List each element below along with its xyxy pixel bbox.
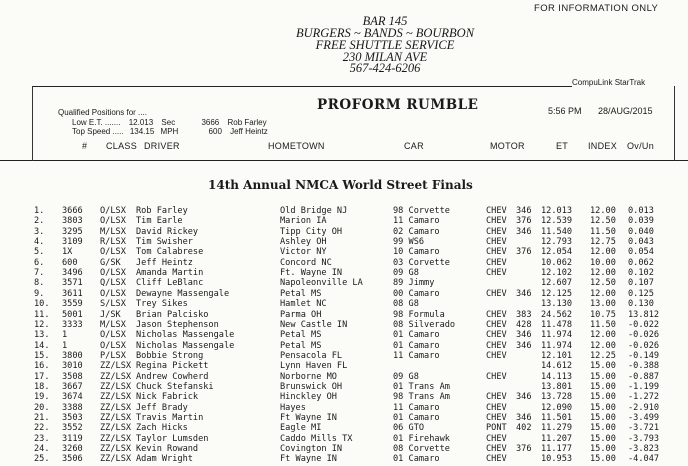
row-class: O/LSX	[100, 206, 126, 216]
row-make: CHEV	[486, 402, 507, 413]
row-ovun: -3.823	[628, 444, 660, 455]
row-hometown: Petal MS	[280, 330, 322, 341]
row-ovun: -1.272	[628, 392, 660, 403]
header-top-rule	[32, 86, 572, 87]
row-ovun: 0.040	[628, 226, 654, 237]
row-driver: Jeff Brady	[136, 402, 188, 413]
row-class: O/LSX	[100, 288, 126, 299]
row-et: 10.062	[541, 257, 573, 268]
row-index: 12.50	[590, 278, 616, 289]
row-et: 11.974	[541, 330, 573, 341]
row-ovun: 0.043	[628, 237, 654, 248]
row-hometown: Norborne MO	[280, 371, 337, 382]
row-class: ZZ/LSX	[100, 402, 132, 413]
row-class: ZZ/LSX	[100, 361, 132, 372]
row-cid: 376	[516, 216, 532, 227]
row-car-number: 3611	[62, 288, 83, 299]
row-ovun: 0.054	[628, 247, 654, 258]
row-car-number: 3333	[62, 319, 83, 330]
row-hometown: Hamlet NC	[280, 299, 327, 310]
row-cid: 346	[516, 288, 532, 299]
row-position: 25.	[34, 454, 50, 465]
row-car: 09 G8	[393, 268, 419, 279]
row-hometown: Ft Wayne IN	[280, 454, 337, 465]
low-et-driver: Rob Farley	[227, 118, 267, 127]
col-et: ET	[556, 141, 569, 151]
row-driver: Tim Swisher	[136, 237, 193, 248]
row-index: 15.00	[590, 433, 616, 444]
row-cid: 383	[516, 309, 532, 320]
row-cid: 402	[516, 423, 532, 434]
row-hometown: Marion IA	[280, 216, 327, 227]
row-ovun: -1.199	[628, 381, 660, 392]
col-driver: DRIVER	[144, 141, 180, 151]
low-et-unit: Sec	[161, 118, 176, 127]
row-class: R/LSX	[100, 237, 126, 248]
row-et: 14.113	[541, 371, 573, 382]
row-position: 15.	[34, 350, 50, 361]
row-ovun: -3.721	[628, 423, 660, 434]
row-car: 09 G8	[393, 371, 419, 382]
row-cid: 346	[516, 330, 532, 341]
row-cid: 346	[516, 206, 532, 216]
row-car-number: 3109	[62, 237, 83, 248]
row-make: CHEV	[486, 371, 507, 382]
row-ovun: -0.149	[628, 350, 660, 361]
row-position: 3.	[34, 226, 45, 237]
row-make: CHEV	[486, 216, 507, 227]
row-car: 08 G8	[393, 299, 419, 310]
event-title: 14th Annual NMCA World Street Finals	[208, 178, 473, 192]
row-car: 00 Camaro	[393, 288, 440, 299]
row-hometown: Petal MS	[280, 340, 322, 351]
row-driver: Brian Palcisko	[136, 309, 209, 320]
row-index: 12.00	[590, 340, 616, 351]
row-index: 11.50	[590, 226, 616, 237]
row-et: 12.090	[541, 402, 573, 413]
row-hometown: Victor NY	[280, 247, 327, 258]
row-class: ZZ/LSX	[100, 423, 132, 434]
row-position: 2.	[34, 216, 45, 227]
row-make: CHEV	[486, 392, 507, 403]
row-cid: 346	[516, 392, 532, 403]
row-car-number: 5001	[62, 309, 83, 320]
row-ovun: -0.887	[628, 371, 660, 382]
row-driver: Jason Stephenson	[136, 319, 219, 330]
row-hometown: Hinckley OH	[280, 392, 337, 403]
row-index: 12.75	[590, 237, 616, 248]
row-car: 11 Camaro	[393, 216, 440, 227]
top-speed-car: 600	[208, 127, 222, 136]
row-driver: Dewayne Massengale	[136, 288, 230, 299]
row-hometown: Caddo Mills TX	[280, 433, 353, 444]
row-et: 11.279	[541, 423, 573, 434]
row-et: 24.562	[541, 309, 573, 320]
row-position: 19.	[34, 392, 50, 403]
row-et: 12.102	[541, 268, 573, 279]
row-car: 01 Camaro	[393, 413, 440, 423]
row-car: 08 Silverado	[393, 319, 456, 330]
row-position: 20.	[34, 402, 50, 413]
row-position: 13.	[34, 330, 50, 341]
row-car-number: 3667	[62, 381, 83, 392]
row-driver: Tim Earle	[136, 216, 183, 227]
row-position: 18.	[34, 381, 50, 392]
row-position: 1.	[34, 206, 45, 216]
row-car-number: 600	[62, 257, 78, 268]
row-et: 11.540	[541, 226, 573, 237]
row-car: 98 Corvette	[393, 206, 450, 216]
row-class: O/LSX	[100, 216, 126, 227]
page-title: PROFORM RUMBLE	[317, 97, 479, 113]
row-car-number: 3388	[62, 402, 83, 413]
row-driver: Andrew Cowherd	[136, 371, 209, 382]
vendor-label: CompuLink StarTrak	[572, 78, 646, 87]
row-hometown: Lynn Haven FL	[280, 361, 348, 372]
row-make: CHEV	[486, 340, 507, 351]
row-car: 01 Camaro	[393, 454, 440, 465]
row-make: CHEV	[486, 309, 507, 320]
row-hometown: Hayes	[280, 402, 306, 413]
col-hometown: HOMETOWN	[268, 141, 325, 151]
row-car: 10 Camaro	[393, 247, 440, 258]
row-hometown: Pensacola FL	[280, 350, 343, 361]
row-car: 02 Camaro	[393, 226, 440, 237]
row-driver: Cliff LeBlanc	[136, 278, 204, 289]
row-hometown: Parma OH	[280, 309, 322, 320]
row-index: 15.00	[590, 371, 616, 382]
row-ovun: -4.047	[628, 454, 660, 465]
row-index: 15.00	[590, 361, 616, 372]
row-car-number: 3260	[62, 444, 83, 455]
row-make: CHEV	[486, 206, 507, 216]
row-index: 15.00	[590, 413, 616, 423]
row-index: 15.00	[590, 392, 616, 403]
row-car: 98 Formula	[393, 309, 445, 320]
col-num: #	[82, 141, 88, 151]
row-cid: 346	[516, 226, 532, 237]
right-border	[674, 86, 675, 161]
row-car-number: 3010	[62, 361, 83, 372]
row-class: M/LSX	[100, 319, 126, 330]
row-driver: Nicholas Massengale	[136, 340, 235, 351]
row-make: CHEV	[486, 433, 507, 444]
row-cid: 346	[516, 413, 532, 423]
row-index: 11.50	[590, 319, 616, 330]
row-hometown: Petal MS	[280, 288, 322, 299]
row-car-number: 3496	[62, 268, 83, 279]
row-et: 14.612	[541, 361, 573, 372]
row-car-number: 3506	[62, 454, 83, 465]
row-et: 13.801	[541, 381, 573, 392]
row-car: 03 Corvette	[393, 257, 450, 268]
row-index: 12.00	[590, 288, 616, 299]
row-et: 12.125	[541, 288, 573, 299]
row-car: 01 Camaro	[393, 330, 440, 341]
row-position: 22.	[34, 423, 50, 434]
ad-line-2: BURGERS ~ BANDS ~ BOURBON	[295, 26, 475, 40]
row-position: 12.	[34, 319, 50, 330]
row-position: 4.	[34, 237, 45, 248]
row-make: CHEV	[486, 444, 507, 455]
row-car-number: 3295	[62, 226, 83, 237]
row-car-number: 1	[62, 340, 68, 351]
row-ovun: 0.125	[628, 288, 654, 299]
low-et-label: Low E.T. .......	[72, 118, 121, 127]
row-car-number: 3503	[62, 413, 83, 423]
row-make: CHEV	[486, 288, 507, 299]
row-make: CHEV	[486, 319, 507, 330]
row-class: ZZ/LSX	[100, 433, 132, 444]
row-et: 12.607	[541, 278, 573, 289]
row-hometown: Tipp City OH	[280, 226, 343, 237]
row-class: ZZ/LSX	[100, 392, 132, 403]
row-driver: Adam Wright	[136, 454, 193, 465]
row-class: O/LSX	[100, 268, 126, 279]
row-index: 15.00	[590, 444, 616, 455]
row-index: 15.00	[590, 454, 616, 465]
row-et: 11.478	[541, 319, 573, 330]
row-et: 11.177	[541, 444, 573, 455]
row-ovun: 0.107	[628, 278, 654, 289]
row-driver: Kevin Rowand	[136, 444, 199, 455]
row-position: 9.	[34, 288, 45, 299]
row-class: Q/LSX	[100, 278, 126, 289]
row-car: 98 Trans Am	[393, 392, 450, 403]
row-et: 12.793	[541, 237, 573, 248]
row-index: 10.75	[590, 309, 616, 320]
row-et: 13.728	[541, 392, 573, 403]
row-car: 11 Camaro	[393, 402, 440, 413]
row-car: 08 Corvette	[393, 444, 450, 455]
row-driver: Taylor Lumsden	[136, 433, 209, 444]
row-car: 01 Camaro	[393, 340, 440, 351]
low-et-car: 3666	[201, 118, 220, 127]
row-index: 13.00	[590, 299, 616, 310]
row-driver: Nicholas Massengale	[136, 330, 235, 341]
row-driver: Tom Calabrese	[136, 247, 204, 258]
row-car: 11 Camaro	[393, 350, 440, 361]
row-class: ZZ/LSX	[100, 381, 132, 392]
row-hometown: Ashley OH	[280, 237, 327, 248]
row-position: 11.	[34, 309, 50, 320]
row-car-number: 1	[62, 330, 68, 341]
row-index: 15.00	[590, 402, 616, 413]
col-index: INDEX	[588, 141, 618, 151]
row-car-number: 1X	[62, 247, 73, 258]
row-class: P/LSX	[100, 350, 126, 361]
row-make: PONT	[486, 423, 507, 434]
row-car-number: 3119	[62, 433, 83, 444]
row-car-number: 3803	[62, 216, 83, 227]
qualified-heading: Qualified Positions for ....	[58, 108, 147, 117]
row-driver: David Rickey	[136, 226, 199, 237]
col-motor: MOTOR	[490, 141, 525, 151]
row-position: 16.	[34, 361, 50, 372]
row-make: CHEV	[486, 454, 507, 465]
row-ovun: -0.026	[628, 330, 660, 341]
row-car: 01 Trans Am	[393, 381, 450, 392]
row-index: 12.00	[590, 247, 616, 258]
row-make: CHEV	[486, 237, 507, 248]
row-make: CHEV	[486, 330, 507, 341]
row-et: 12.013	[541, 206, 573, 216]
row-driver: Rob Farley	[136, 206, 188, 216]
row-et: 13.130	[541, 299, 573, 310]
col-ovun: Ov/Un	[627, 141, 655, 151]
row-driver: Chuck Stefanski	[136, 381, 214, 392]
row-class: ZZ/LSX	[100, 413, 132, 423]
row-position: 17.	[34, 371, 50, 382]
row-ovun: 0.130	[628, 299, 654, 310]
low-et-value: 12.013	[128, 118, 154, 127]
row-ovun: 0.013	[628, 206, 654, 216]
row-hometown: Old Bridge NJ	[280, 206, 348, 216]
row-hometown: Covington IN	[280, 444, 343, 455]
row-ovun: -2.910	[628, 402, 660, 413]
row-et: 10.953	[541, 454, 573, 465]
row-driver: Bobbie Strong	[136, 350, 204, 361]
row-position: 24.	[34, 444, 50, 455]
row-ovun: 0.062	[628, 257, 654, 268]
row-driver: Jeff Heintz	[136, 257, 193, 268]
row-make: CHEV	[486, 257, 507, 268]
row-make: CHEV	[486, 226, 507, 237]
top-speed-unit: MPH	[160, 127, 179, 136]
row-class: G/SK	[100, 257, 121, 268]
row-index: 12.00	[590, 268, 616, 279]
row-class: J/SK	[100, 309, 121, 320]
top-speed-label: Top Speed .....	[72, 127, 124, 136]
row-car: 01 Firehawk	[393, 433, 450, 444]
row-driver: Regina Pickett	[136, 361, 209, 372]
row-index: 12.00	[590, 330, 616, 341]
row-driver: Zach Hicks	[136, 423, 188, 434]
row-ovun: 0.039	[628, 216, 654, 227]
row-hometown: Concord NC	[280, 257, 332, 268]
row-ovun: -3.499	[628, 413, 660, 423]
row-cid: 346	[516, 340, 532, 351]
ad-line-4: 230 MILAN AVE	[342, 50, 428, 64]
report-date: 28/AUG/2015	[598, 106, 653, 116]
row-make: CHEV	[486, 268, 507, 279]
row-cid: 428	[516, 319, 532, 330]
row-et: 12.539	[541, 216, 573, 227]
row-class: O/LSX	[100, 330, 126, 341]
row-car: 89 Jimmy	[393, 278, 435, 289]
row-class: ZZ/LSX	[100, 371, 132, 382]
row-et: 11.207	[541, 433, 573, 444]
row-et: 11.974	[541, 340, 573, 351]
row-index: 12.00	[590, 206, 616, 216]
row-car-number: 3571	[62, 278, 83, 289]
row-position: 7.	[34, 268, 45, 279]
left-border	[32, 86, 33, 161]
row-car-number: 3508	[62, 371, 83, 382]
ad-line-1: BAR 145	[362, 14, 408, 28]
row-class: M/LSX	[100, 226, 126, 237]
row-car: 06 GTO	[393, 423, 425, 434]
top-speed-value: 134.15	[129, 127, 155, 136]
row-car-number: 3674	[62, 392, 83, 403]
row-class: ZZ/LSX	[100, 444, 132, 455]
row-position: 8.	[34, 278, 45, 289]
row-cid: 376	[516, 444, 532, 455]
info-only-label: FOR INFORMATION ONLY	[534, 3, 659, 14]
row-et: 11.501	[541, 413, 573, 423]
table-row	[0, 454, 688, 466]
row-class: ZZ/LSX	[100, 454, 132, 465]
row-make: CHEV	[486, 350, 507, 361]
row-class: O/LSX	[100, 340, 126, 351]
row-car: 99 WS6	[393, 237, 425, 248]
row-hometown: Eagle MI	[280, 423, 322, 434]
row-index: 10.00	[590, 257, 616, 268]
row-et: 12.054	[541, 247, 573, 258]
row-ovun: 13.812	[628, 309, 660, 320]
ad-line-5: 567-424-6206	[349, 61, 421, 75]
row-position: 21.	[34, 413, 50, 423]
row-et: 12.101	[541, 350, 573, 361]
row-hometown: Brunswick OH	[280, 381, 343, 392]
row-index: 12.50	[590, 216, 616, 227]
row-make: CHEV	[486, 247, 507, 258]
row-ovun: -3.793	[628, 433, 660, 444]
ad-line-3: FREE SHUTTLE SERVICE	[315, 38, 455, 52]
row-hometown: Napoleonville LA	[280, 278, 363, 289]
row-driver: Nick Fabrick	[136, 392, 199, 403]
row-index: 12.25	[590, 350, 616, 361]
col-class: CLASS	[106, 141, 138, 151]
row-index: 15.00	[590, 381, 616, 392]
row-car-number: 3666	[62, 206, 83, 216]
header-bottom-rule	[0, 160, 688, 161]
row-position: 23.	[34, 433, 50, 444]
top-speed-driver: Jeff Heintz	[230, 127, 268, 136]
row-position: 6.	[34, 257, 45, 268]
row-index: 15.00	[590, 423, 616, 434]
row-ovun: 0.102	[628, 268, 654, 279]
row-hometown: New Castle IN	[280, 319, 348, 330]
row-ovun: -0.022	[628, 319, 660, 330]
row-cid: 376	[516, 247, 532, 258]
row-make: CHEV	[486, 413, 507, 423]
low-et-line	[72, 118, 267, 127]
row-driver: Travis Martin	[136, 413, 204, 423]
row-driver: Amanda Martin	[136, 268, 204, 279]
row-hometown: Ft Wayne IN	[280, 413, 337, 423]
row-car-number: 3800	[62, 350, 83, 361]
row-hometown: Ft. Wayne IN	[280, 268, 343, 279]
row-class: S/LSX	[100, 299, 126, 310]
row-car-number: 3552	[62, 423, 83, 434]
top-speed-line	[72, 127, 268, 136]
row-position: 5.	[34, 247, 45, 258]
col-car: CAR	[404, 141, 424, 151]
report-time: 5:56 PM	[548, 106, 582, 116]
row-driver: Trey Sikes	[136, 299, 188, 310]
row-class: O/LSX	[100, 247, 126, 258]
row-ovun: -0.026	[628, 340, 660, 351]
row-ovun: -0.388	[628, 361, 660, 372]
row-car-number: 3559	[62, 299, 83, 310]
row-position: 14.	[34, 340, 50, 351]
row-position: 10.	[34, 299, 50, 310]
